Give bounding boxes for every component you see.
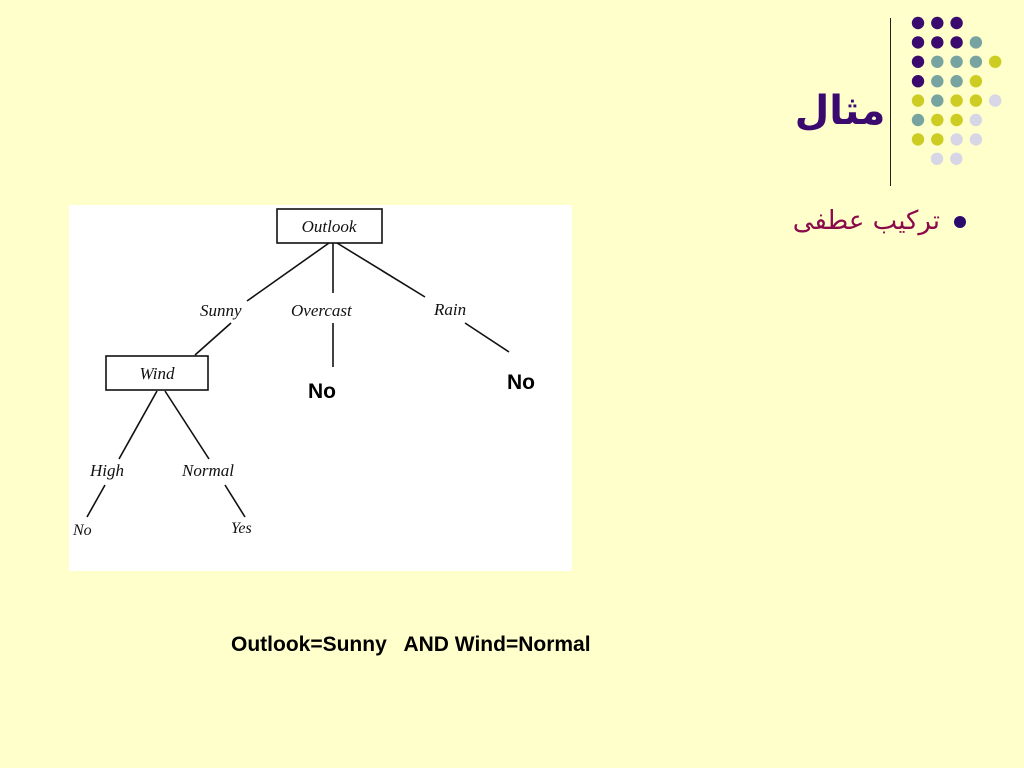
wind-node-label: Wind [139,364,175,383]
leaf-no-label: No [73,522,92,539]
decor-dot [950,153,962,165]
decor-dot [970,56,982,68]
decor-dot [989,56,1001,68]
branch-sunny-label: Sunny [200,301,242,320]
decor-dot [970,114,982,126]
decor-dot [912,94,924,106]
decor-dot [912,75,924,87]
slide-title: مثال [794,88,886,134]
decor-dot [950,36,962,48]
edge-outlook-sunny [247,243,329,301]
branch-normal-label: Normal [182,461,234,480]
decor-dot [950,94,962,106]
leaf-yes-label: Yes [231,520,252,537]
decor-dot [970,75,982,87]
decor-dot [950,56,962,68]
edge-wind-high [119,391,157,459]
rule-expression: Outlook=Sunny AND Wind=Normal [231,633,591,656]
bullet-text: ترکیب عطفی [792,206,940,236]
bullet-item [793,206,966,236]
edge-rain-result [465,323,509,352]
decor-dot [950,133,962,145]
decor-dot [950,75,962,87]
branch-high-label: High [90,461,124,480]
decor-dot [931,17,943,29]
decor-dot [970,133,982,145]
branch-overcast-label: Overcast [291,301,352,320]
bullet-dot-icon [954,216,966,228]
decor-dot [931,56,943,68]
decor-dot [989,94,1001,106]
edge-high-no [87,485,105,517]
decor-dot [931,36,943,48]
decor-dot [912,17,924,29]
decor-dot [912,114,924,126]
overcast-result-label: No [308,380,336,403]
decor-dot [970,94,982,106]
edge-normal-yes [225,485,245,517]
decor-dot [931,94,943,106]
branch-rain-label: Rain [434,300,467,319]
outlook-node-label: Outlook [301,217,357,236]
edge-wind-normal [165,391,209,459]
decor-dot [931,133,943,145]
decor-dot [970,36,982,48]
decor-dot [950,17,962,29]
title-divider [890,18,891,186]
edge-sunny-wind [195,323,231,355]
decor-dot [931,153,943,165]
decor-dot [912,36,924,48]
decor-dot [912,56,924,68]
decor-dot [931,75,943,87]
rain-result-label: No [507,371,535,394]
decor-dot [912,133,924,145]
decor-dot [950,114,962,126]
decor-dot [931,114,943,126]
edge-outlook-rain [337,243,425,297]
